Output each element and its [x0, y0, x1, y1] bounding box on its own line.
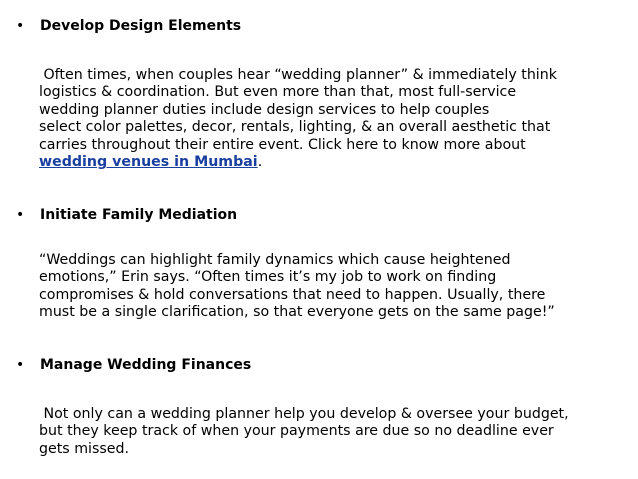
paragraph-line: carries throughout their entire event. Click here to know more about: [39, 136, 526, 153]
paragraph-line: logistics & coordination. But even more than that, most full-service: [39, 84, 517, 101]
paragraph-line: select color palettes, decor, rentals, lighting, & an overall aesthetic that: [39, 119, 551, 136]
wedding-venues-link[interactable]: wedding venues in Mumbai: [39, 154, 258, 171]
paragraph-line: must be a single clarification, so that everyone gets on the same page!”: [39, 304, 555, 321]
paragraph-finances: [39, 406, 635, 458]
link-suffix: .: [257, 154, 263, 171]
paragraph-family: [39, 252, 635, 322]
paragraph-line: compromises & hold conversations that need to happen. Usually, there: [39, 286, 546, 303]
paragraph-line: emotions,” Erin says. “Often times it’s my job to work on finding: [39, 269, 497, 286]
paragraph-line: gets missed.: [39, 440, 129, 457]
paragraph-line: Not only can a wedding planner help you develop & oversee your budget,: [39, 406, 569, 422]
paragraph-line: Often times, when couples hear “wedding planner” & immediately think: [39, 67, 557, 83]
paragraph-line: “Weddings can highlight family dynamics which cause heightened: [39, 252, 511, 268]
heading-develop-design-elements: Develop Design Elements: [40, 18, 242, 34]
heading-initiate-family-mediation: Initiate Family Mediation: [40, 207, 238, 223]
bullet-icon: •: [16, 357, 25, 373]
paragraph-line: but they keep track of when your payments are due so no deadline ever: [39, 423, 554, 440]
bullet-item-family: [16, 204, 237, 226]
bullet-icon: •: [16, 18, 25, 34]
bullet-icon: •: [16, 207, 25, 223]
bullet-item-design: [16, 15, 241, 37]
bullet-item-finances: [16, 354, 251, 376]
heading-manage-wedding-finances: Manage Wedding Finances: [40, 357, 252, 373]
paragraph-design: [39, 67, 635, 171]
paragraph-line: wedding planner duties include design services to help couples: [39, 101, 490, 118]
paragraph-line-with-link: [39, 154, 635, 171]
